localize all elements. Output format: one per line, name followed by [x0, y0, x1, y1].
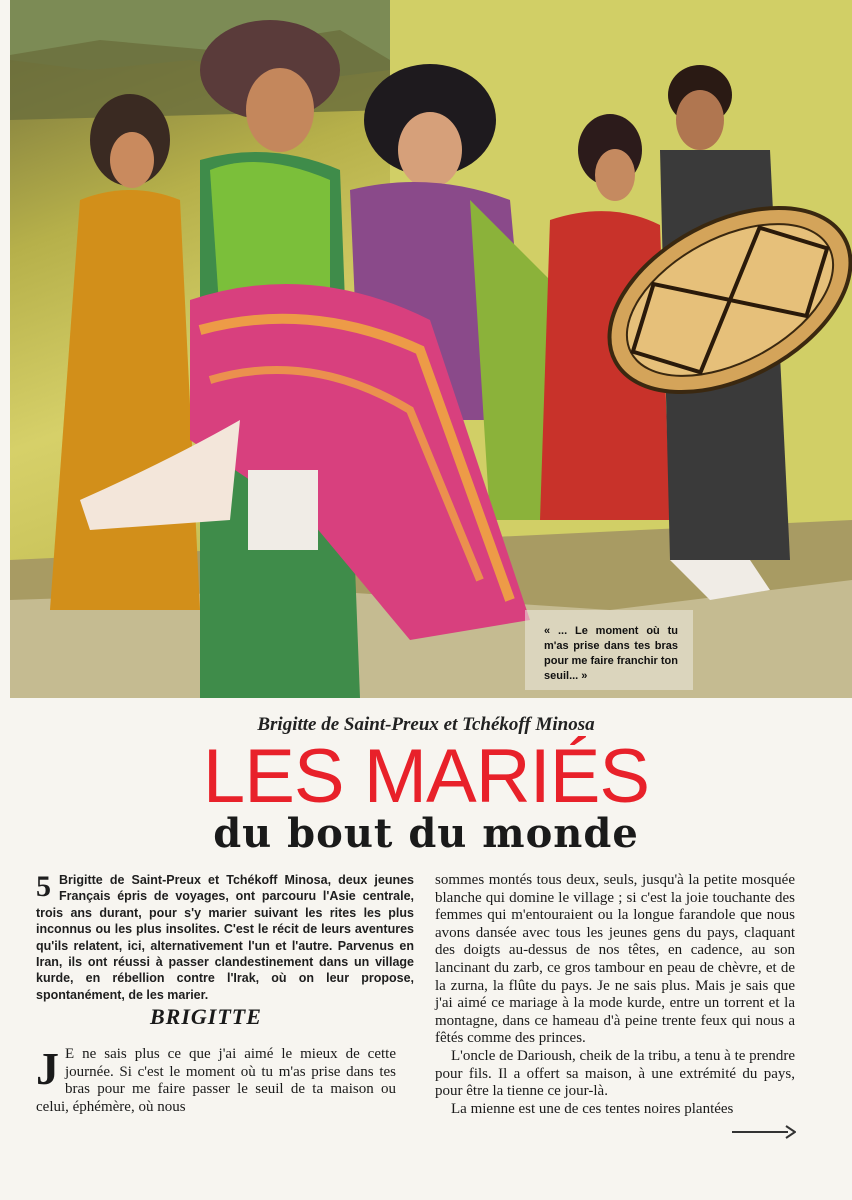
body-right-paragraph-2: L'oncle de Darioush, cheik de la tribu, a tenu à te prendre pour fils. Il a offert sa maison, à une extrémité du pays, pour être la tienne ce jour-là. [435, 1047, 795, 1100]
wedding-photo [10, 0, 852, 698]
article-subtitle: du bout du monde [213, 810, 639, 857]
article-authors: Brigitte de Saint-Preux et Tchékoff Minosa [257, 714, 595, 735]
article-title: LES MARIÉS [202, 734, 650, 819]
intro-paragraph [36, 872, 414, 1003]
body-left-text: E ne sais plus ce que j'ai aimé le mieux de cette journée. Si c'est le moment où tu m'as prise dans tes bras pour me faire passer le seuil de ta maison ou celui, éphémère, où nous [36, 1046, 396, 1115]
body-right-paragraph-1: sommes montés tous deux, seuls, jusqu'à la petite mosquée blanche qui domine le village ; si c'est la joie touchante des femmes qui m'entouraient ou la longue farandole que nous avons dansée avec tous les jeunes gens du pays, claquant des doigts au-dessus de nos têtes, en cadence, au son lancinant du zarb, ce gros tambour en peau de chèvre, et de la zurna, la flûte du pays. Je ne sais plus. Mais je sais que j'ai aimé ce mariage à la mode kurde, entre un torrent et la montagne, dans ce hameau d'à peine trente feux qui nous a fêtés comme des princes. [435, 872, 795, 1047]
body-column-left [36, 1043, 396, 1116]
continue-arrow-icon [732, 1124, 796, 1140]
intro-text: Brigitte de Saint-Preux et Tchékoff Minosa, deux jeunes Français épris de voyages, ont parcouru l'Asie centrale, trois ans durant, pour s'y marier suivant les rites les plus inconnus ou les plus insolites. C'est le récit de leurs aventures qu'ils relatent, ici, alternativement l'un et l'autre. Parvenus en Iran, ils ont réussi à passer clandestinement dans un village kurde, en rébellion contre l'Irak, où on leur propose, spontanément, de les marier. [36, 873, 414, 1002]
section-heading: BRIGITTE [150, 1004, 262, 1029]
drop-cap: J [36, 1043, 59, 1094]
body-column-right [435, 872, 795, 1118]
wedding-photo-illustration [10, 0, 852, 698]
photo-caption: « ... Le moment où tu m'as prise dans tes bras pour me faire franchir ton seuil... » [544, 625, 678, 682]
body-right-paragraph-3: La mienne est une de ces tentes noires plantées [451, 1100, 734, 1117]
intro-number: 5 [36, 870, 51, 903]
